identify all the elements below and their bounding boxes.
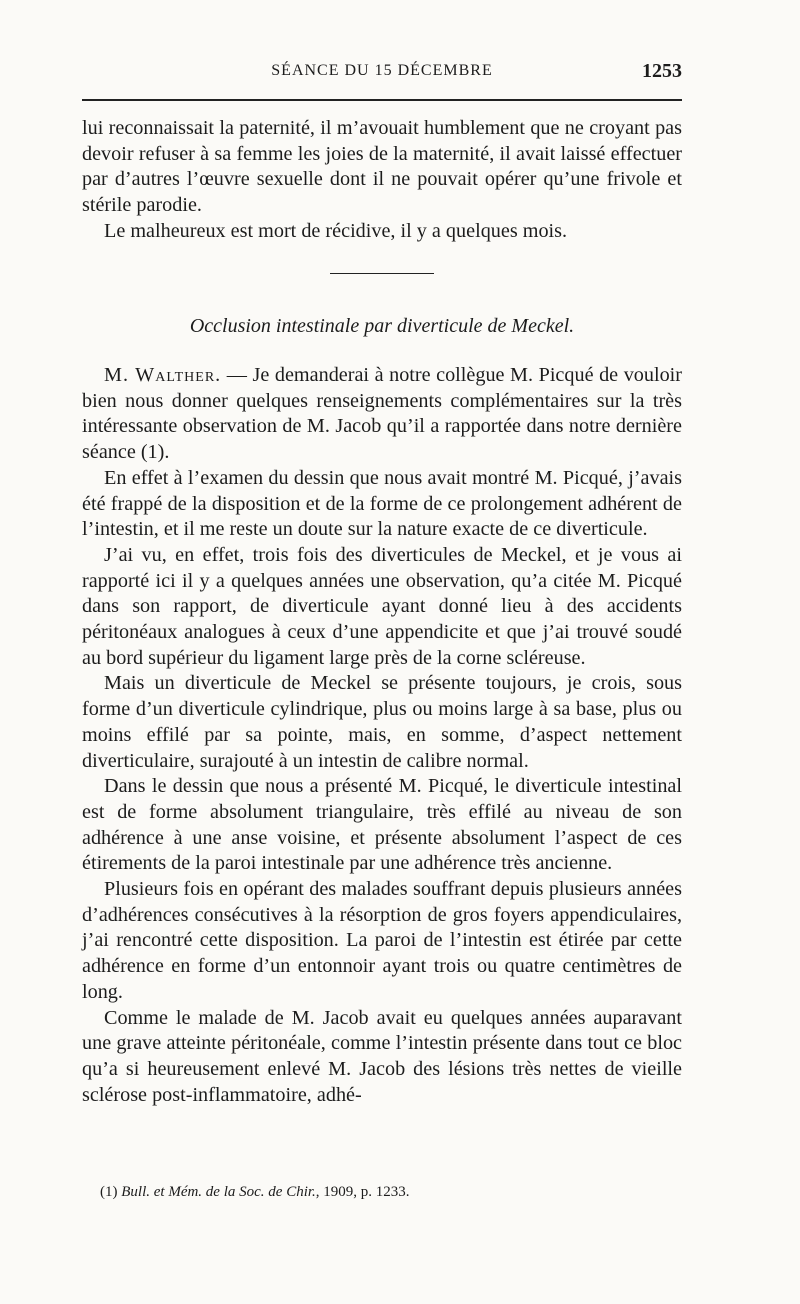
section-title: Occlusion intestinale par diverticule de Meckel. [189, 315, 575, 337]
paragraph: Dans le dessin que nous a présenté M. Picqué, le diverticule intestinal est de forme absolument triangulaire, très effilé au niveau de son adhérence à une anse voisine, et présente absolument l’aspect de ces étirements de la paroi intestinale par une adhérence très ancienne. [82, 775, 682, 875]
section-separator [330, 273, 434, 274]
paragraph: En effet à l’examen du dessin que nous avait montré M. Picqué, j’avais été frappé de la disposition et de la forme de ce prolongement adhérent de l’intestin, et il me reste un doute sur la nature exacte de ce diverticule. [82, 466, 682, 541]
footnote-rest: , 1909, p. 1233. [315, 1184, 410, 1200]
paragraph: J’ai vu, en effet, trois fois des diverticules de Meckel, et je vous ai rapporté ici il y a quelques années une observation, qu’a citée M. Picqué dans son rapport, de diverticule ayant donné lieu à des accidents péritonéaux analogues à ceux d’une appendicite et que j’ai trouvé soudé au bord supérieur du ligament large près de la corne scléreuse. [82, 543, 682, 669]
footnote-marker: (1) [100, 1184, 118, 1200]
intro-paragraph: Le malheureux est mort de récidive, il y a quelques mois. [104, 219, 568, 242]
paragraph-text: — Je demanderai à notre collègue M. Picqué de vouloir bien nous donner quelques renseignements complémentaires sur la très intéressante observation de M. Jacob qu’il a rapportée dans notre dernière séance (1). [82, 364, 683, 464]
footnote-source: Bull. et Mém. de la Soc. de Chir. [121, 1184, 316, 1200]
paragraph: Plusieurs fois en opérant des malades souffrant depuis plusieurs années d’adhérences consécutives à la résorption de gros foyers appendiculaires, j’ai rencontré cette disposition. La paroi de l’intestin est étirée par cette adhérence en forme d’un entonnoir ayant trois ou quatre centimètres de long. [82, 878, 682, 1003]
paragraph [82, 363, 682, 466]
paragraph: Comme le malade de M. Jacob avait eu quelques années auparavant une grave atteinte péritonéale, comme l’intestin présente dans tout ce bloc qu’a si heureusement enlevé M. Jacob des lésions très nettes de vieille sclérose post-inflammatoire, adhé- [82, 1006, 682, 1106]
paragraph: Mais un diverticule de Meckel se présente toujours, je crois, sous forme d’un diverticule cylindrique, plus ou moins large à sa base, plus ou moins effilé par sa pointe, mais, en somme, d’aspect nettement diverticulaire, surajouté à un intestin de calibre normal. [82, 672, 682, 772]
running-head [82, 60, 682, 86]
running-head-title: SÉANCE DU 15 DÉCEMBRE [271, 62, 493, 79]
intro-paragraph: lui reconnaissait la paternité, il m’avouait humblement que ne croyant pas devoir refuser à sa femme les joies de la maternité, il avait laissé effectuer par d’autres l’œuvre sexuelle dont il ne pouvait opérer qu’une frivole et stérile parodie. [82, 117, 682, 217]
speaker-name: M. Walther. [104, 364, 222, 386]
footnote [100, 1181, 680, 1203]
page-number: 1253 [642, 60, 682, 82]
main-text [82, 363, 682, 1108]
header-rule [82, 99, 682, 101]
intro-text [82, 116, 682, 245]
